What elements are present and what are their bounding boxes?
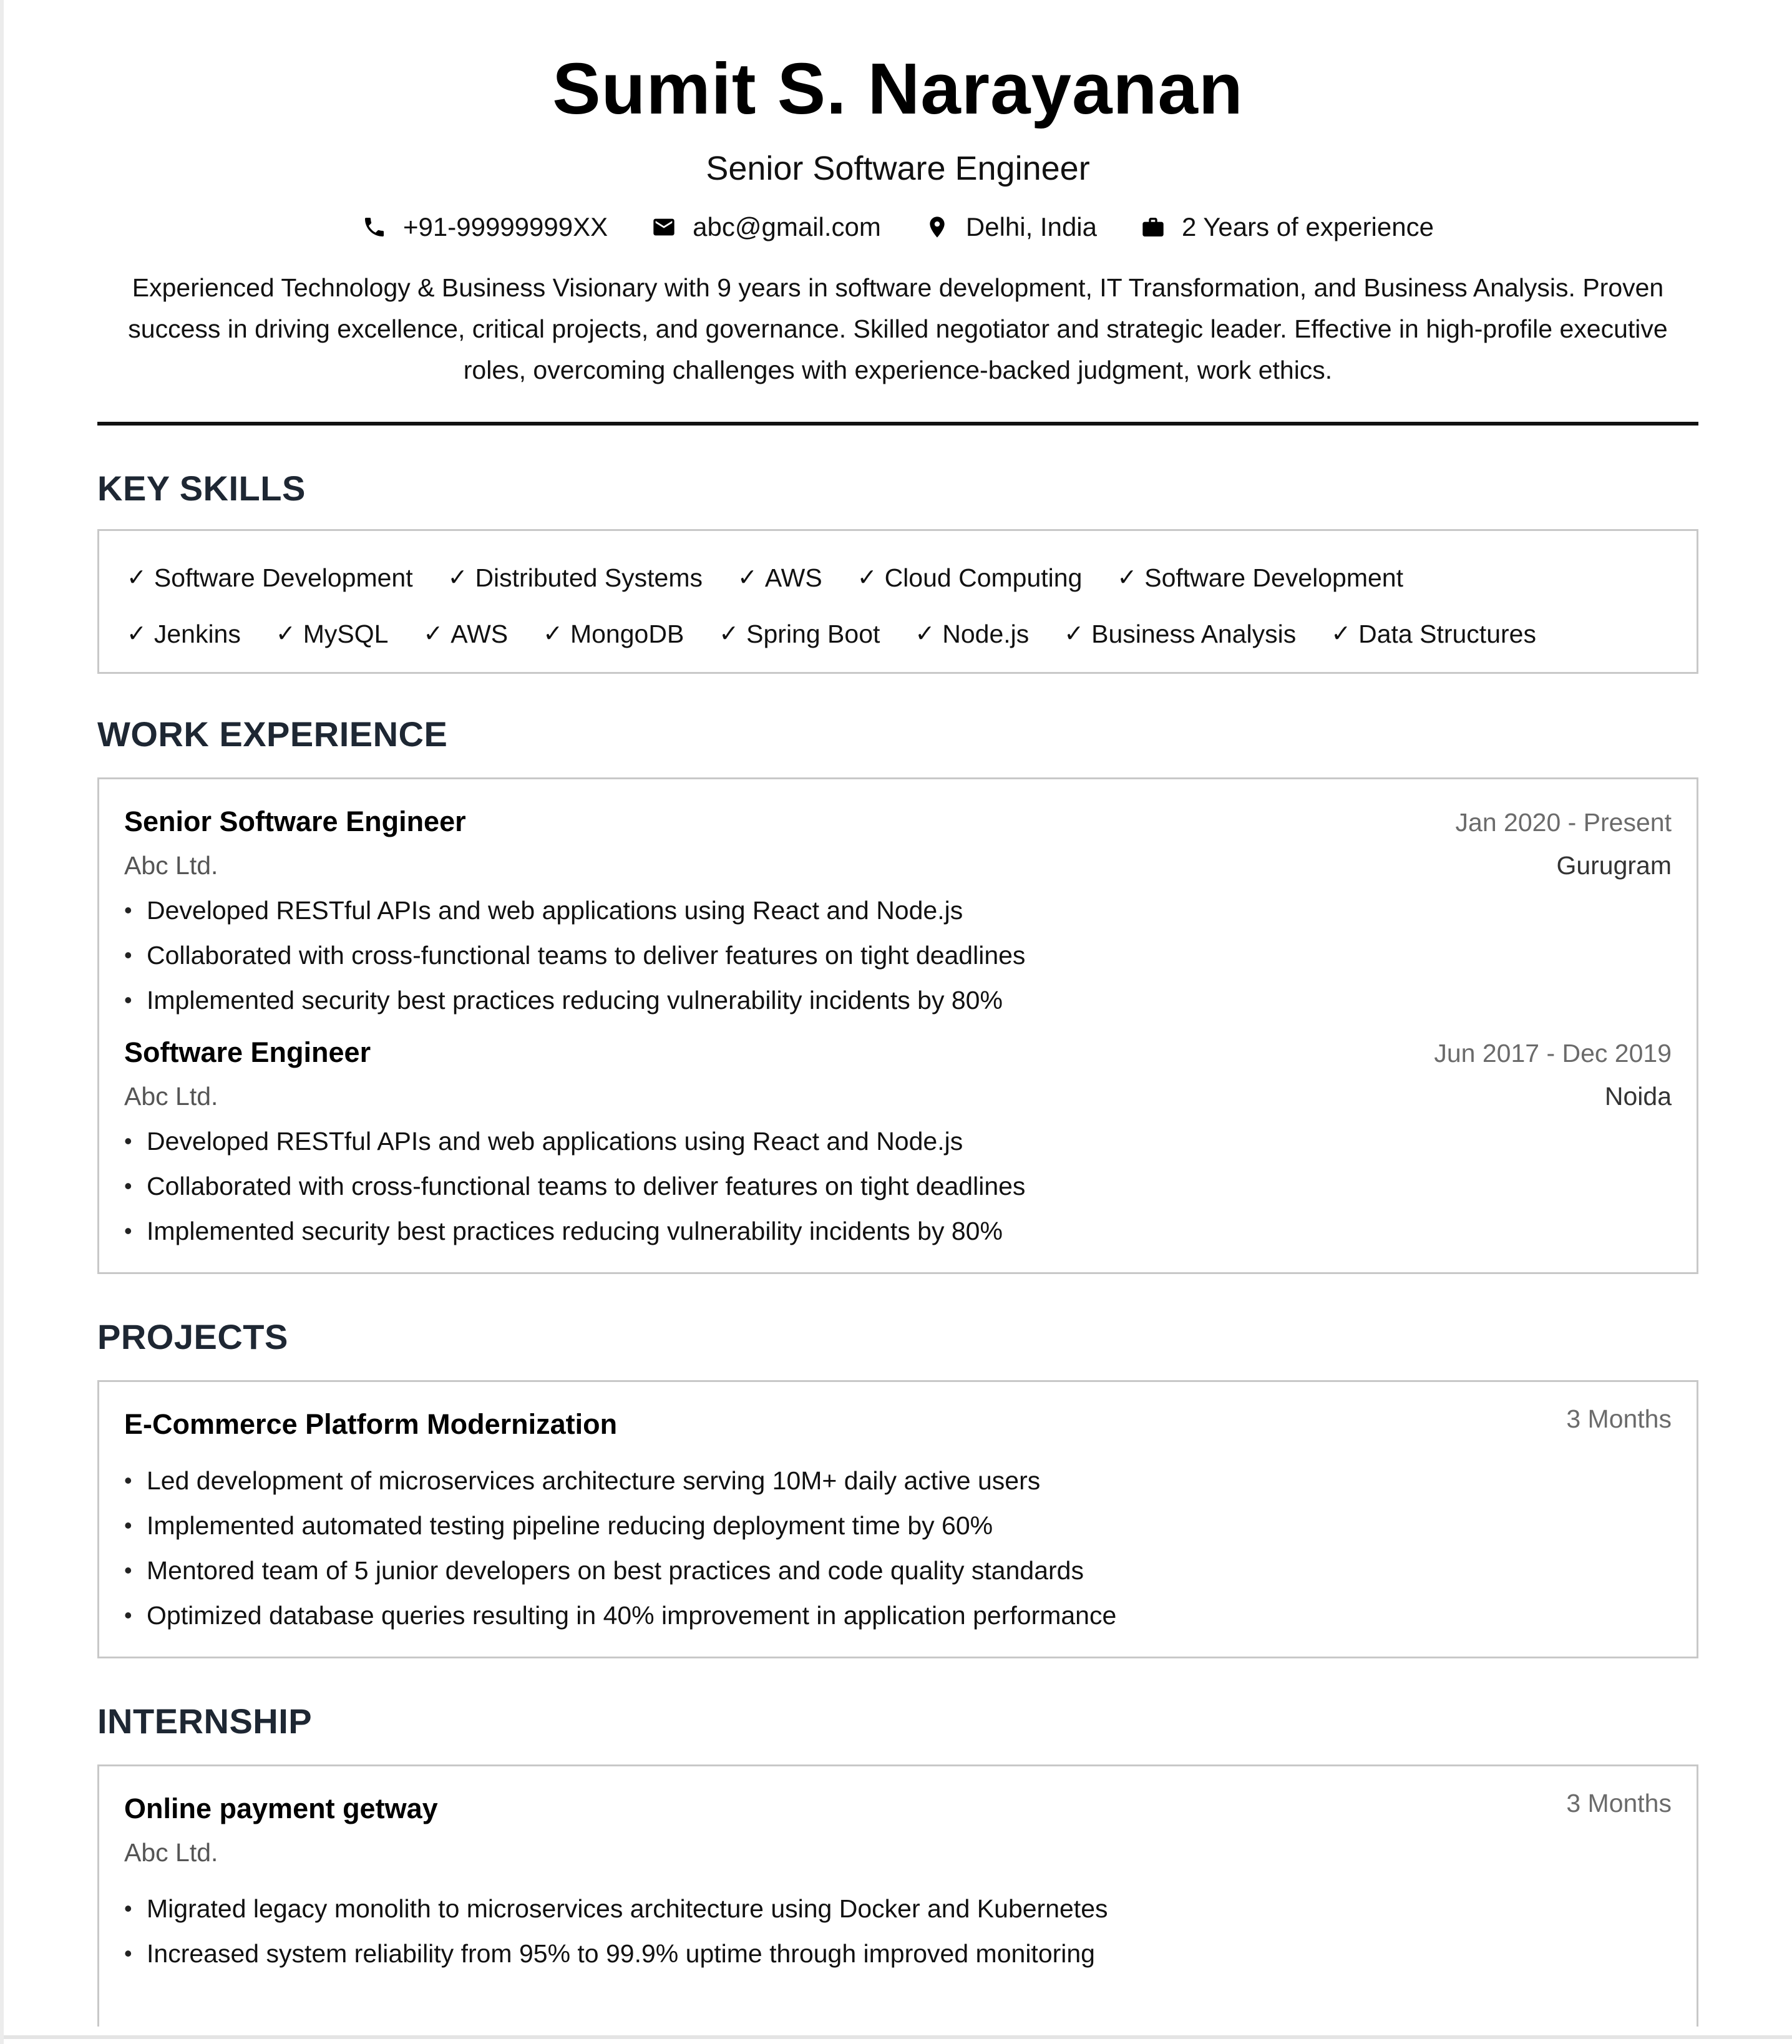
job-entry xyxy=(124,1036,1672,1253)
list-item: • Developed RESTful APIs and web applications using React and Node.js xyxy=(124,1119,1672,1164)
internship-heading: INTERNSHIP xyxy=(97,1701,313,1741)
list-item: • Led development of microservices architecture serving 10M+ daily active users xyxy=(124,1458,1672,1503)
map-pin-icon xyxy=(925,215,950,240)
skill-label: Cloud Computing xyxy=(884,563,1083,592)
check-icon: ✓ xyxy=(719,621,739,647)
check-icon: ✓ xyxy=(127,565,147,591)
skill-chip xyxy=(276,615,389,653)
skill-label: Software Development xyxy=(153,563,413,592)
check-icon: ✓ xyxy=(275,621,296,647)
project-bullets xyxy=(124,1458,1672,1638)
phone-number: +91-99999999XX xyxy=(403,212,608,241)
list-item: • Increased system reliability from 95% to 99.9% uptime through improved monitoring xyxy=(124,1931,1672,1976)
skill-label: MySQL xyxy=(303,620,389,648)
job-title: Software Engineer xyxy=(124,1036,371,1068)
project-title: E-Commerce Platform Modernization xyxy=(124,1408,618,1440)
job-title: Senior Software Engineer xyxy=(124,805,466,837)
job-dates: Jun 2017 - Dec 2019 xyxy=(1434,1039,1672,1068)
projects-section xyxy=(97,1315,1698,1658)
candidate-name: Sumit S. Narayanan xyxy=(552,48,1244,129)
contact-location xyxy=(925,212,1097,242)
work-heading: WORK EXPERIENCE xyxy=(97,714,448,754)
skill-label: Jenkins xyxy=(153,620,241,648)
job-dates: Jan 2020 - Present xyxy=(1455,808,1672,837)
skill-chip xyxy=(1117,559,1403,596)
check-icon: ✓ xyxy=(1331,621,1351,647)
job-location: Gurugram xyxy=(1556,851,1672,880)
skill-chip xyxy=(127,615,241,653)
contact-row xyxy=(4,212,1792,242)
internship-box xyxy=(97,1764,1698,2027)
mail-icon xyxy=(651,215,676,240)
skill-chip xyxy=(423,615,508,653)
profile-summary: Experienced Technology & Business Visionary with 9 years in software development, IT Transformation, and Business Analysis. Proven success in driving excellence, critical projects, and governance. Skilled negotiator and strategic leader. Effective in high-profile executive roles, overcoming challenges with experience-backed judgment, work ethics. xyxy=(128,273,1668,384)
check-icon: ✓ xyxy=(423,621,444,647)
skill-chip xyxy=(127,559,413,596)
contact-phone xyxy=(362,212,608,242)
skill-label: Spring Boot xyxy=(746,620,880,648)
skill-chip xyxy=(1064,615,1296,653)
list-item: • Collaborated with cross-functional teams to deliver features on tight deadlines xyxy=(124,933,1672,978)
internship-company: Abc Ltd. xyxy=(124,1838,218,1867)
check-icon: ✓ xyxy=(915,621,935,647)
skill-label: Distributed Systems xyxy=(475,563,703,592)
header-divider xyxy=(97,422,1698,426)
work-section xyxy=(97,713,1698,1274)
skills-row-1 xyxy=(127,550,1669,606)
skill-chip xyxy=(719,615,880,653)
skill-label: Data Structures xyxy=(1358,620,1536,648)
check-icon: ✓ xyxy=(543,621,563,647)
job-bullets xyxy=(124,888,1672,1023)
projects-box xyxy=(97,1380,1698,1658)
skill-label: Software Development xyxy=(1144,563,1403,592)
skills-section xyxy=(97,467,1698,674)
skill-label: AWS xyxy=(764,563,822,592)
check-icon: ✓ xyxy=(1117,565,1137,591)
skill-chip xyxy=(543,615,684,653)
skills-heading: KEY SKILLS xyxy=(97,469,306,508)
job-bullets xyxy=(124,1119,1672,1253)
internship-section xyxy=(97,1700,1698,2027)
check-icon: ✓ xyxy=(127,621,147,647)
job-company: Abc Ltd. xyxy=(124,1082,218,1111)
skills-box xyxy=(97,529,1698,674)
job-location: Noida xyxy=(1604,1082,1672,1111)
location-text: Delhi, India xyxy=(965,212,1097,241)
skill-chip xyxy=(738,559,822,596)
contact-experience xyxy=(1141,212,1434,242)
project-entry xyxy=(124,1404,1672,1638)
internship-duration: 3 Months xyxy=(1566,1789,1672,1818)
skills-row-2 xyxy=(127,606,1669,662)
list-item: • Developed RESTful APIs and web applications using React and Node.js xyxy=(124,888,1672,933)
job-entry xyxy=(124,805,1672,1023)
check-icon: ✓ xyxy=(857,565,877,591)
skill-chip xyxy=(915,615,1029,653)
skill-chip xyxy=(448,559,703,596)
resume-page xyxy=(4,0,1792,2039)
check-icon: ✓ xyxy=(1064,621,1084,647)
project-duration: 3 Months xyxy=(1566,1404,1672,1433)
list-item: • Optimized database queries resulting in 40% improvement in application performance xyxy=(124,1593,1672,1638)
skill-label: MongoDB xyxy=(570,620,684,648)
phone-icon xyxy=(362,215,387,240)
skill-label: Node.js xyxy=(942,620,1030,648)
list-item: • Collaborated with cross-functional teams to deliver features on tight deadlines xyxy=(124,1164,1672,1209)
job-company: Abc Ltd. xyxy=(124,851,218,880)
experience-text: 2 Years of experience xyxy=(1182,212,1434,241)
contact-email[interactable] xyxy=(651,212,881,242)
work-box xyxy=(97,777,1698,1274)
projects-heading: PROJECTS xyxy=(97,1317,288,1356)
resume-header xyxy=(4,0,1792,391)
skill-chip xyxy=(857,559,1083,596)
briefcase-icon xyxy=(1141,215,1166,240)
skill-chip xyxy=(1331,615,1536,653)
skill-label: Business Analysis xyxy=(1091,620,1297,648)
check-icon: ✓ xyxy=(738,565,757,591)
skill-label: AWS xyxy=(450,620,509,648)
internship-bullets xyxy=(124,1886,1672,1976)
list-item: • Mentored team of 5 junior developers on best practices and code quality standards xyxy=(124,1548,1672,1593)
internship-title: Online payment getway xyxy=(124,1793,438,1824)
candidate-title: Senior Software Engineer xyxy=(706,150,1090,187)
check-icon: ✓ xyxy=(447,565,468,591)
list-item: • Implemented automated testing pipeline reducing deployment time by 60% xyxy=(124,1503,1672,1548)
list-item: • Implemented security best practices reducing vulnerability incidents by 80% xyxy=(124,978,1672,1023)
list-item: • Implemented security best practices reducing vulnerability incidents by 80% xyxy=(124,1209,1672,1253)
email-address: abc@gmail.com xyxy=(693,212,881,241)
list-item: • Migrated legacy monolith to microservices architecture using Docker and Kubernetes xyxy=(124,1886,1672,1931)
internship-entry xyxy=(124,1789,1672,1976)
